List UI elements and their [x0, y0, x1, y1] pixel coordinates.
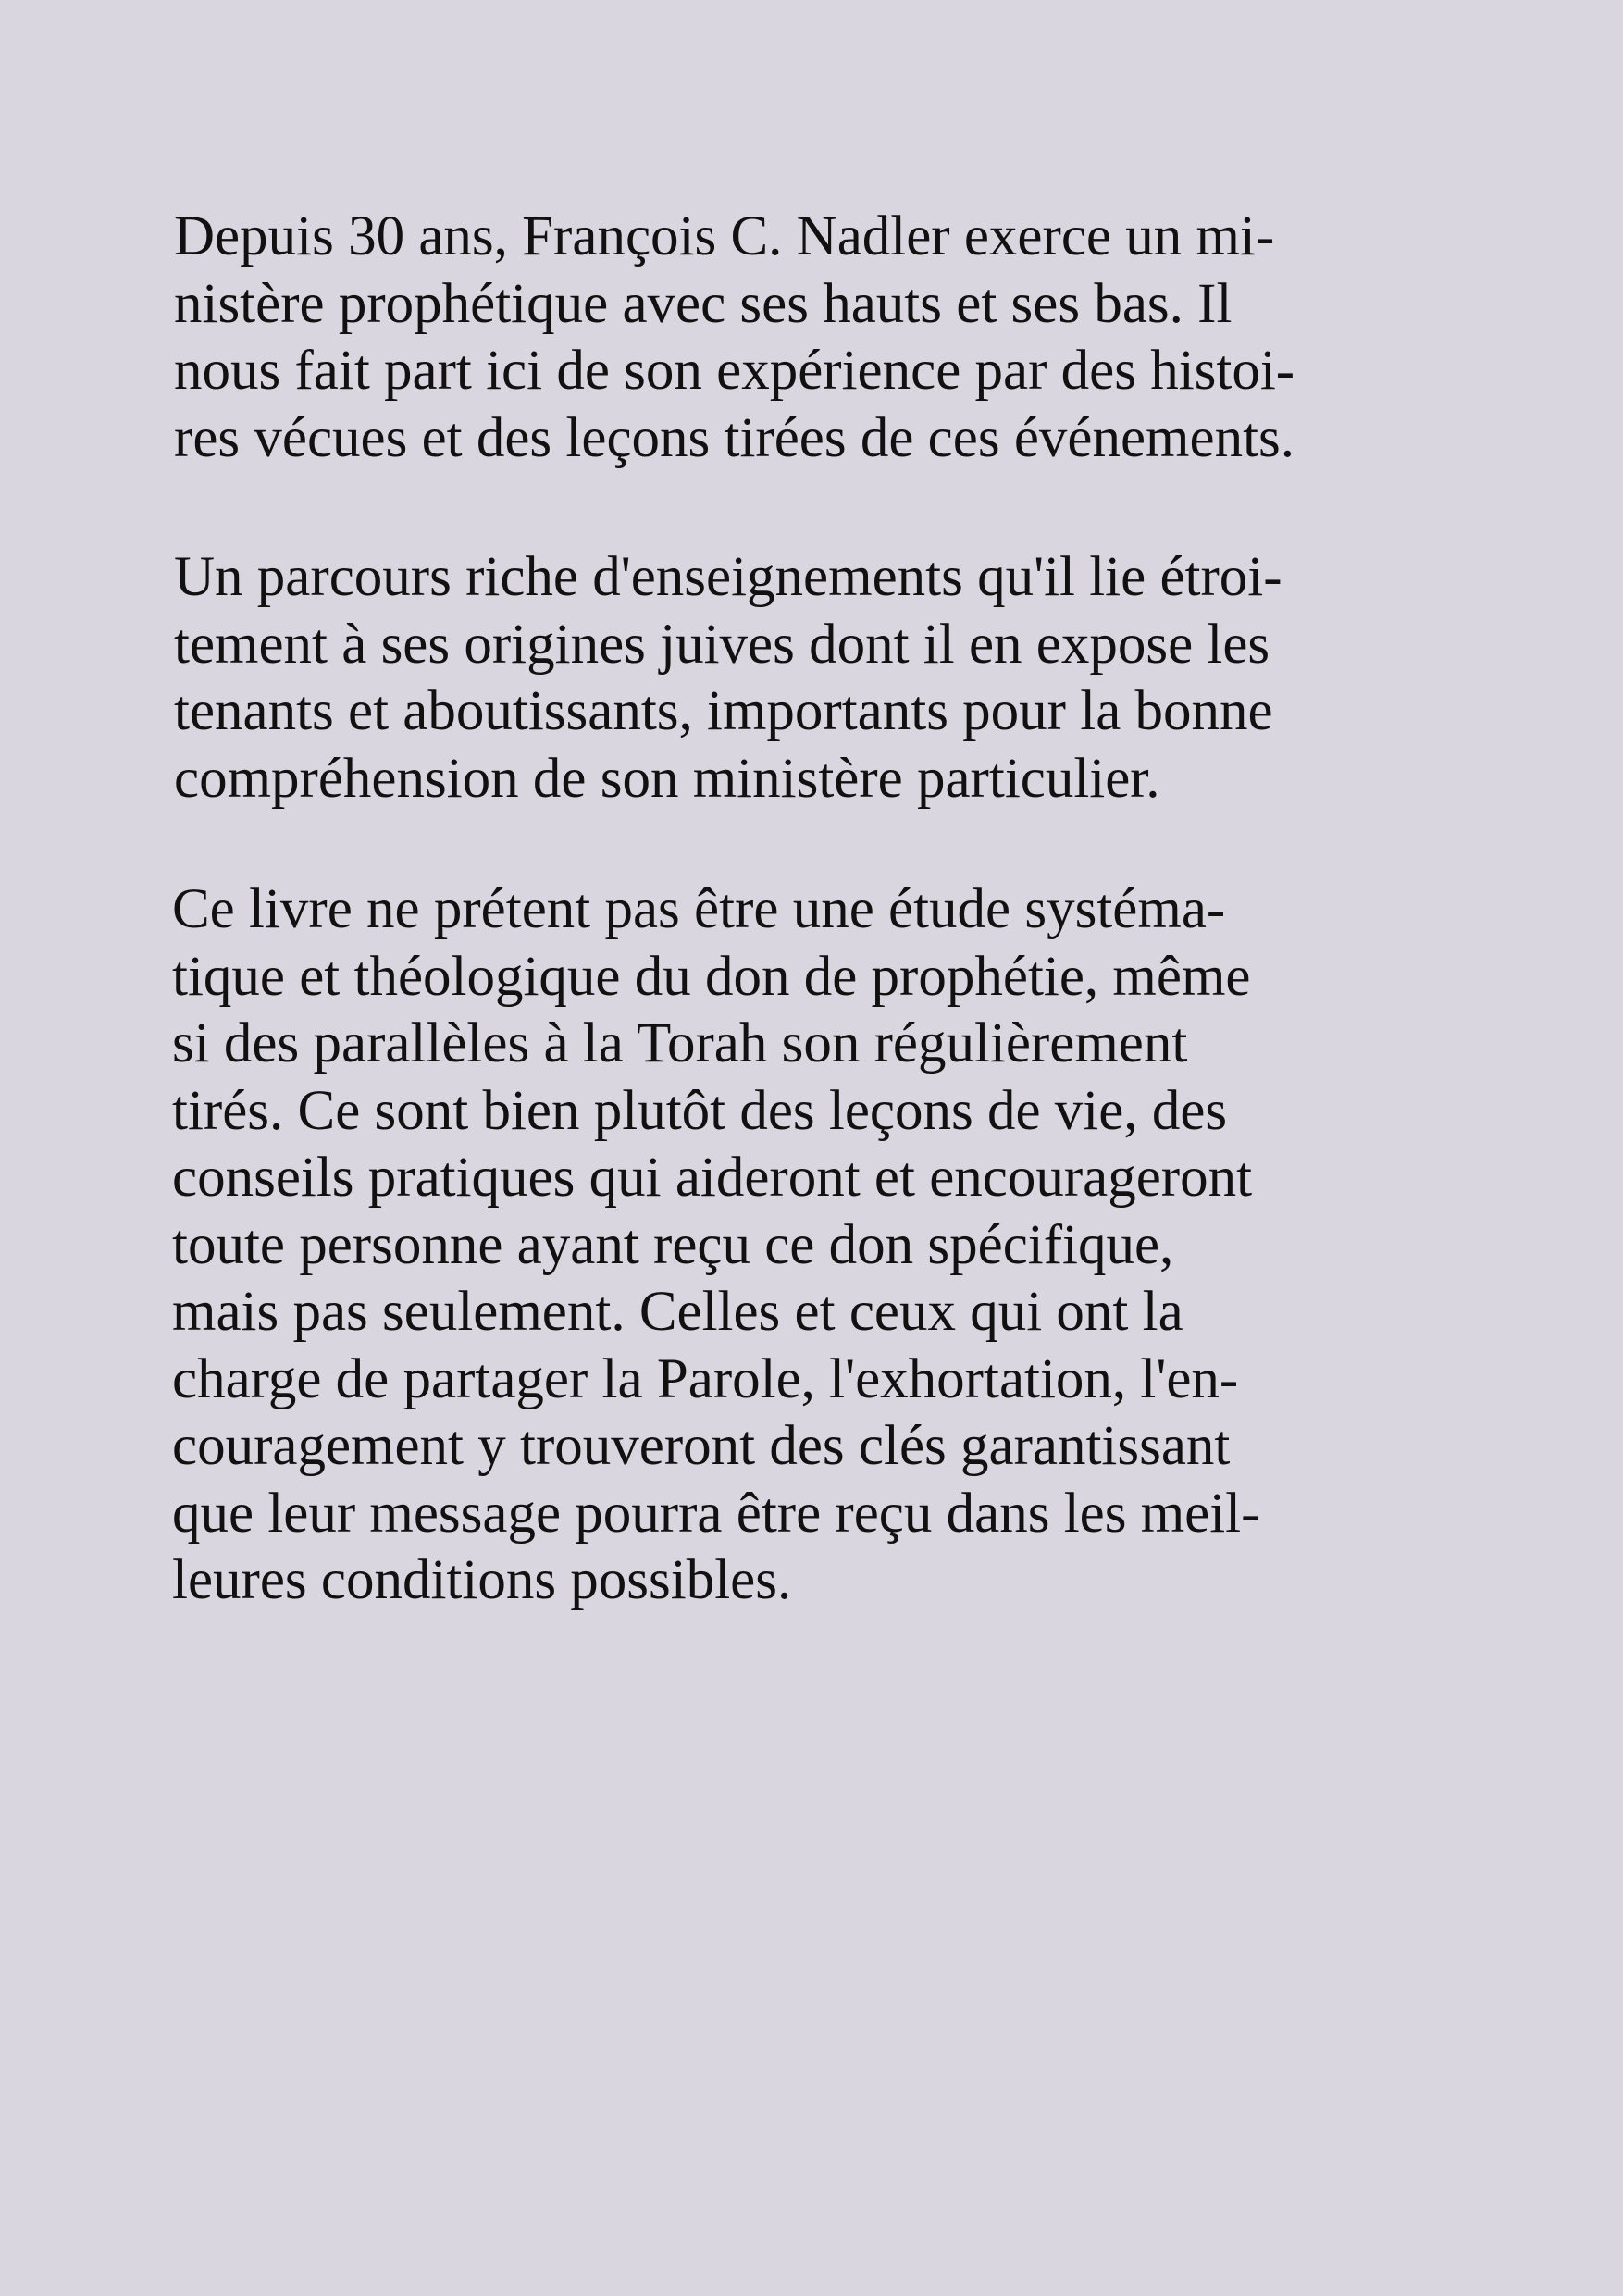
text-line: tirés. Ce sont bien plutôt des leçons de vie, des: [172, 1079, 1228, 1142]
text-line: charge de partager la Parole, l'exhortation, l'en-: [172, 1347, 1239, 1410]
text-line: res vécues et des leçons tirées de ces événements.: [174, 406, 1295, 469]
text-line: conseils pratiques qui aideront et encourageront: [172, 1147, 1253, 1209]
text-line: leures conditions possibles.: [172, 1549, 792, 1611]
text-line: tement à ses origines juives dont il en expose les: [174, 613, 1270, 676]
text-line: Depuis 30 ans, François C. Nadler exerce un mi-: [174, 205, 1275, 267]
text-line: si des parallèles à la Torah son régulièrement: [172, 1012, 1188, 1074]
text-line: Ce livre ne prétent pas être une étude systéma-: [172, 878, 1226, 940]
paragraph-intro: [174, 204, 1395, 472]
text-line: nous fait part ici de son expérience par des histoi-: [174, 340, 1295, 402]
text-line: tique et théologique du don de prophétie, même: [172, 945, 1251, 1008]
text-line: compréhension de son ministère particulier.: [174, 747, 1160, 810]
text-line: couragement y trouveront des clés garantissant: [172, 1415, 1231, 1477]
text-line: Un parcours riche d'enseignements qu'il lie étroi-: [174, 546, 1282, 608]
text-line: que leur message pourra être reçu dans les meil-: [172, 1482, 1260, 1545]
paragraph-origins: [174, 544, 1395, 813]
text-line: toute personne ayant reçu ce don spécifique,: [172, 1213, 1174, 1276]
paragraph-purpose: [172, 876, 1394, 1615]
text-line: nistère prophétique avec ses hauts et ses bas. Il: [174, 272, 1233, 335]
text-line: mais pas seulement. Celles et ceux qui ont la: [172, 1281, 1183, 1343]
text-line: tenants et aboutissants, importants pour la bonne: [174, 680, 1273, 742]
